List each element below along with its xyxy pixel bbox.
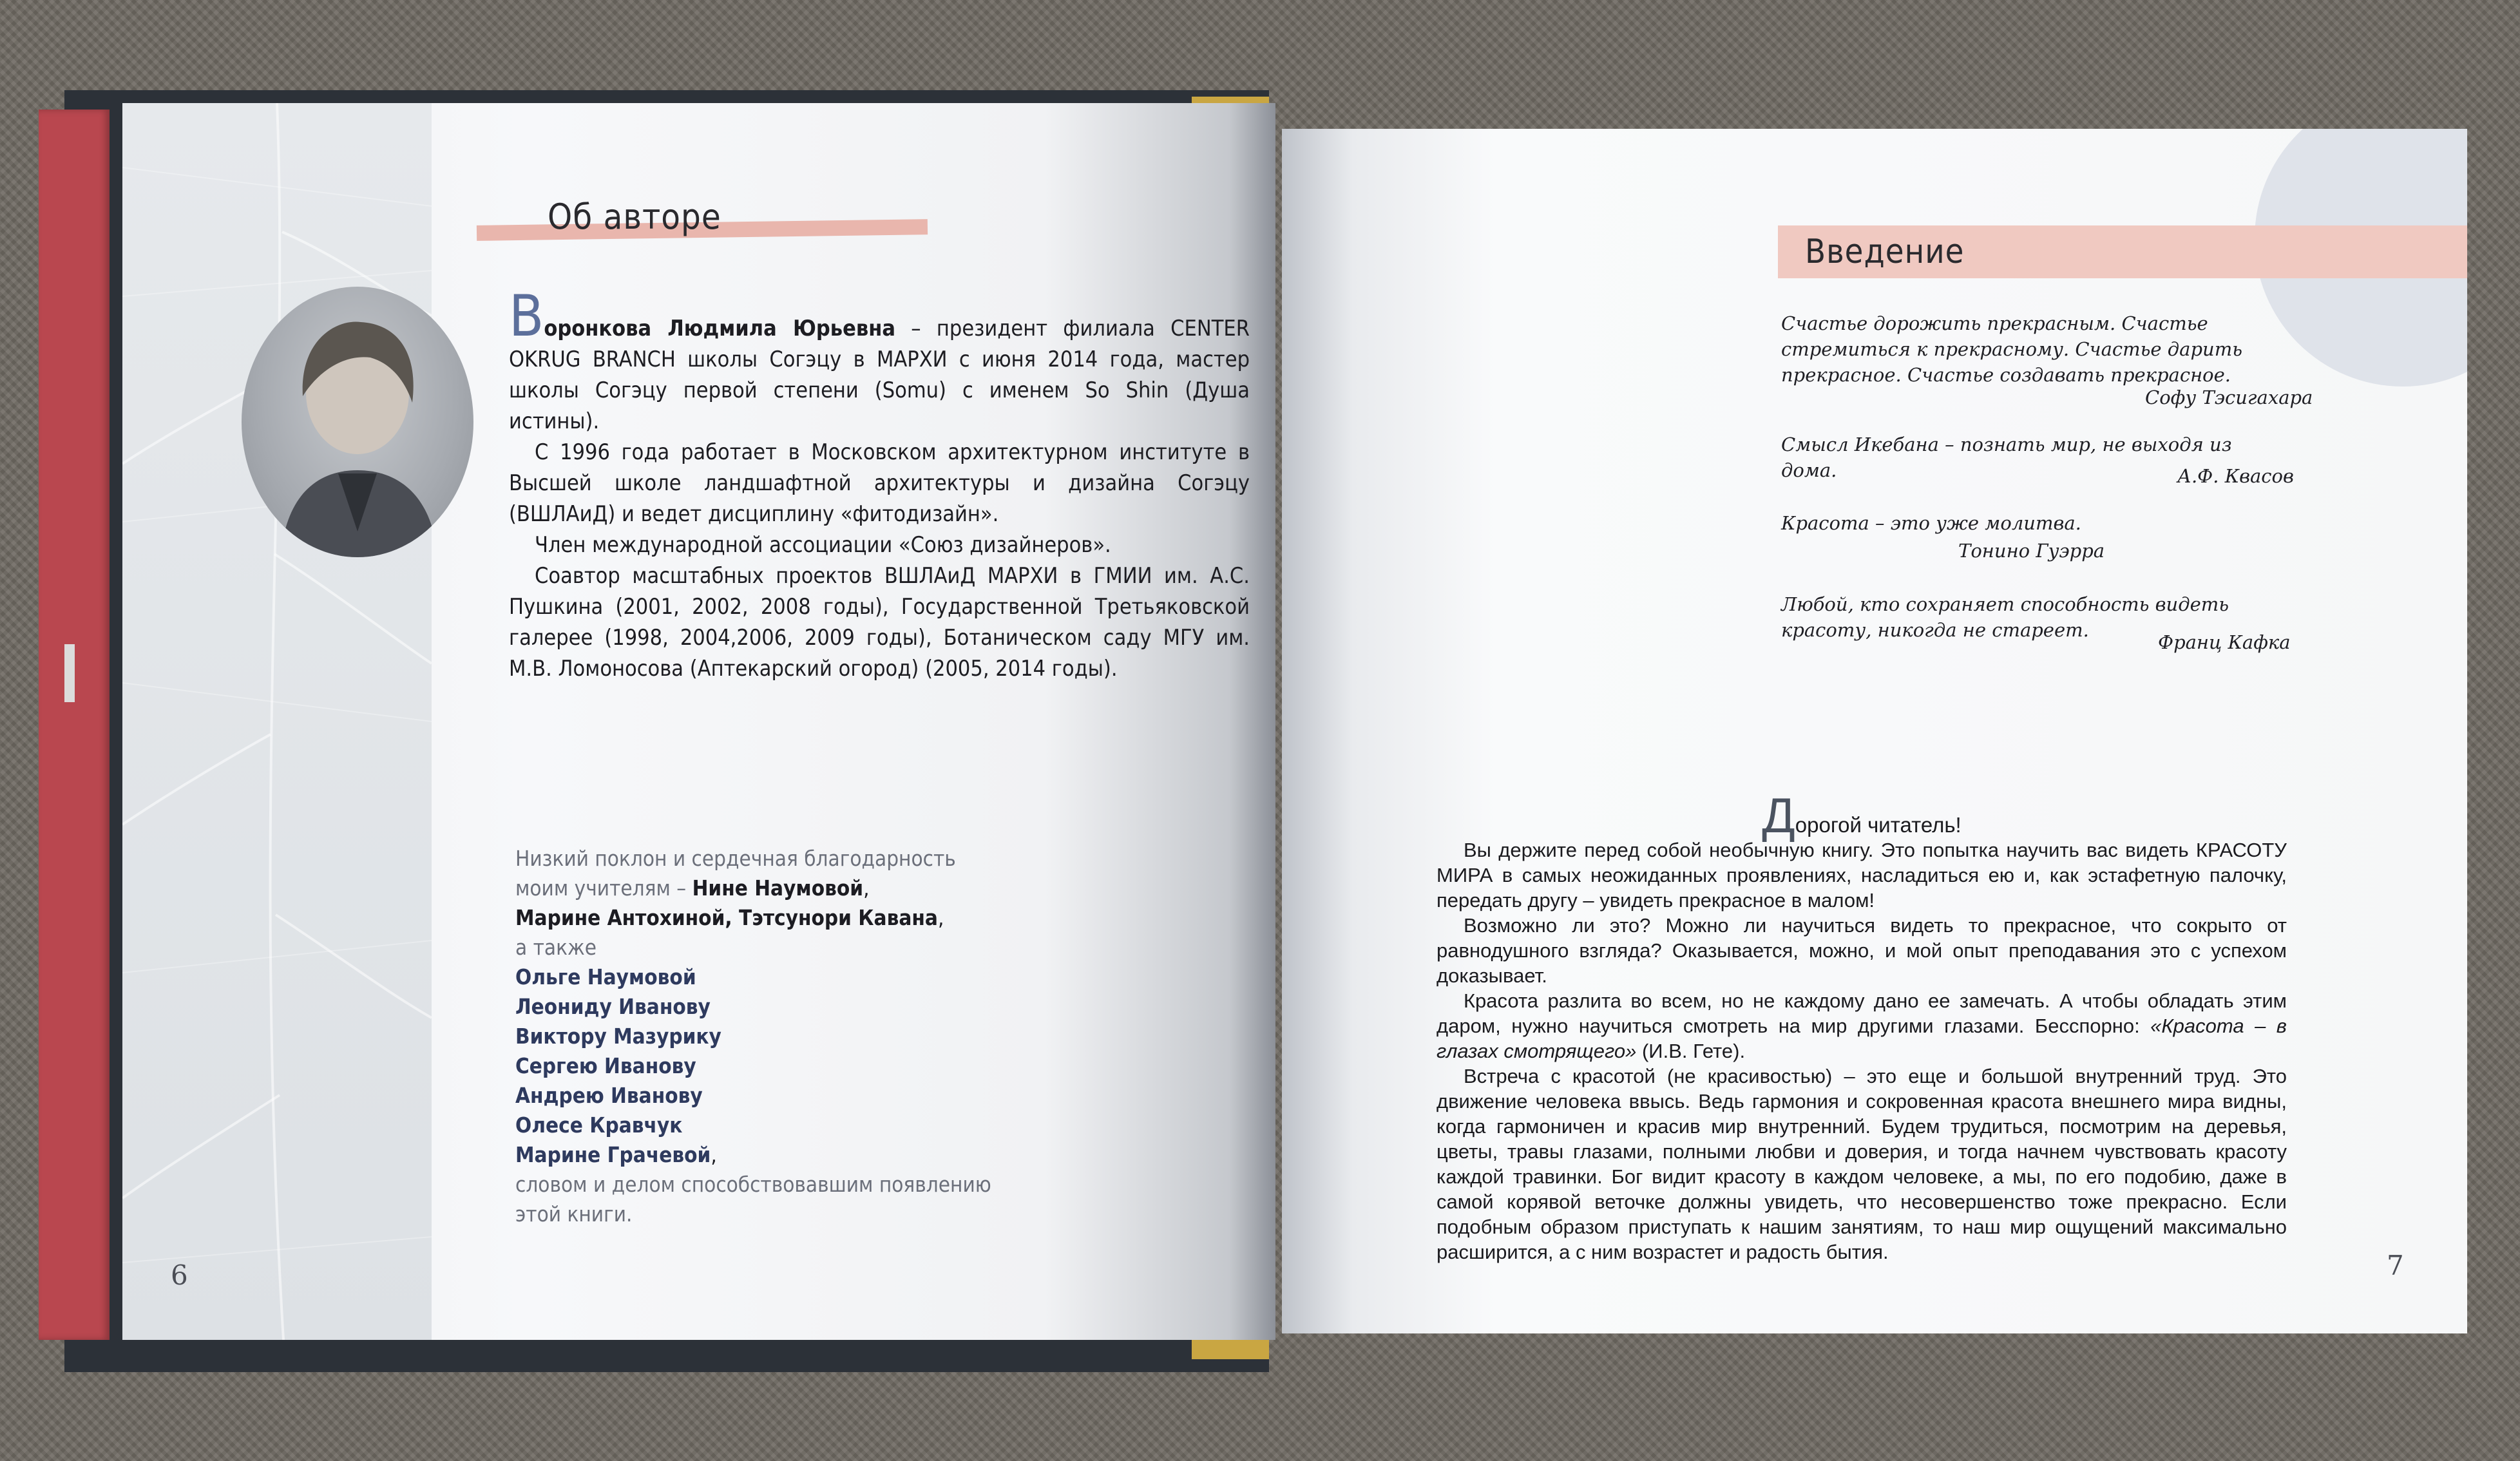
- acknowledgements: [515, 844, 1095, 1229]
- epigraph-quote: Любой, кто сохраняет способность видеть красоту, никогда не стареет.: [1781, 593, 2229, 641]
- page-title: Введение: [1805, 233, 1965, 271]
- intro-paragraph-2: Возможно ли это? Можно ли научиться видеть то прекрасное, что сокрыто от равнодушного взгляда? Оказывается, можно, и мой опыт преподавания это с успехом доказывает.: [1437, 914, 2287, 987]
- epigraph-quote: Смысл Икебана – познать мир, не выходя из дома.: [1781, 434, 2232, 481]
- page-number: 7: [2387, 1250, 2404, 1281]
- author-name: оронкова Людмила Юрьевна: [544, 316, 895, 341]
- bio-paragraph-2: С 1996 года работает в Московском архитектурном институте в Высшей школе ландшафтной архитектуры и дизайна Согэцу (ВШЛАиД) и ведет дисциплину «фитодизайн».: [509, 439, 1250, 527]
- thanks-name: Виктору Мазурику: [515, 1024, 721, 1049]
- thanks-line: этой книги.: [515, 1201, 633, 1227]
- greeting-text: орогой читатель!: [1795, 813, 1962, 837]
- goethe-quote: «Красота – в глазах смотрящего»: [1437, 1015, 2287, 1062]
- epigraph-author: Тонино Гуэрра: [1958, 540, 2105, 562]
- thanks-name: Ольге Наумовой: [515, 964, 696, 989]
- thanks-punct: ,: [937, 905, 944, 930]
- page-title: Об авторе: [548, 196, 721, 237]
- intro-text: Красота разлита во всем, но не каждому дано ее замечать. А чтобы обладать этим даром, нужно научиться смотреть на мир другими глазами. Бесспорно:: [1437, 989, 2287, 1037]
- thanks-text: моим учителям –: [515, 875, 692, 901]
- greeting: [1437, 788, 2287, 843]
- thanks-name: Марине Антохиной, Тэтсунори Кавана: [515, 905, 938, 930]
- author-photo: [242, 287, 473, 557]
- epigraph-quote: Счастье дорожить прекрасным. Счастье стремиться к прекрасному. Счастье дарить прекрасное. Счастье создавать прекрасное.: [1781, 312, 2242, 386]
- bio-paragraph-3: Член международной ассоциации «Союз дизайнеров».: [535, 532, 1111, 558]
- dropcap: В: [509, 283, 544, 349]
- epigraph-author: Франц Кафка: [2158, 631, 2291, 653]
- cover-tab: [64, 644, 75, 702]
- thanks-name: Леониду Иванову: [515, 994, 711, 1019]
- epigraph-quote: Красота – это уже молитва.: [1781, 512, 2081, 534]
- leaf-background: [122, 103, 432, 1340]
- thanks-name: Нине Наумовой: [692, 875, 864, 901]
- thanks-name: Марине Грачевой: [515, 1142, 711, 1167]
- left-page: [122, 103, 1275, 1340]
- thanks-line: [515, 903, 1095, 933]
- leaf-vein-pattern: [122, 103, 432, 1340]
- right-page: [1282, 129, 2467, 1333]
- thanks-name: Сергею Иванову: [515, 1053, 696, 1078]
- author-bio: [509, 283, 1250, 684]
- dropcap: Д: [1762, 788, 1795, 843]
- intro-paragraph-1: Вы держите перед собой необычную книгу. Это попытка научить вас видеть КРАСОТУ МИРА в самых неожиданных проявлениях, насладиться ею и, как эстафетную палочку, передать другу – увидеть прекрасное в малом!: [1437, 839, 2287, 912]
- intro-paragraph-3: [1437, 988, 2287, 1064]
- thanks-line: [515, 874, 1095, 903]
- thanks-line: Низкий поклон и сердечная благодарность: [515, 846, 956, 871]
- bio-paragraph-4: Соавтор масштабных проектов ВШЛАиД МАРХИ в ГМИИ им. А.С. Пушкина (2001, 2002, 2008 годы), Государственной Третьяковской галерее (1998, 2004,2006, 2009 годы), Ботаническом саду МГУ им. М.В. Ломоносова (Аптекарский огород) (2005, 2014 годы).: [509, 563, 1250, 682]
- author-portrait: [242, 287, 473, 557]
- thanks-punct: ,: [863, 875, 870, 901]
- intro-text: (И.В. Гете).: [1636, 1040, 1746, 1062]
- bio-text-1: – президент филиала CENTER OKRUG BRANCH школы Согэцу в МАРХИ с июня 2014 года, мастер школы Согэцу первой степени (Somu) с именем So Shin (Душа истины).: [509, 316, 1250, 434]
- thanks-line: словом и делом способствовавшим появлению: [515, 1172, 991, 1197]
- thanks-line: а также: [515, 935, 597, 960]
- thanks-line: [515, 1140, 1095, 1170]
- intro-paragraph-4: Встреча с красотой (не красивостью) – это еще и большой внутренний труд. Это движение человека ввысь. Ведь гармония и сокровенная красота внешнего мира видны, когда гармоничен и красив мир внутренний. Будем трудиться, посмотрим на деревья, цветы, травы глазами, полными любви и доверия, и тогда начнем чувствовать красоту каждой травинки. Бог видит красоту в каждом человеке, а мы, по его подобию, даже в самой корявой веточке должны увидеть, что несовершенство тоже прекрасно. Если подобным образом приступать к нашим занятиям, то наш мир ощущений максимально расширится, а с ним возрастет и радость бытия.: [1437, 1065, 2287, 1263]
- page-number: 6: [171, 1259, 188, 1291]
- epigraph-author: Софу Тэсигахара: [2145, 387, 2313, 408]
- epigraph-author: А.Ф. Квасов: [2177, 465, 2294, 487]
- thanks-name: Андрею Иванову: [515, 1083, 703, 1108]
- cover-edge: [39, 110, 110, 1340]
- thanks-punct: ,: [711, 1142, 717, 1167]
- bio-paragraph-1: [509, 283, 1250, 437]
- introduction-text: [1437, 788, 2287, 1265]
- thanks-name: Олесе Кравчук: [515, 1112, 683, 1138]
